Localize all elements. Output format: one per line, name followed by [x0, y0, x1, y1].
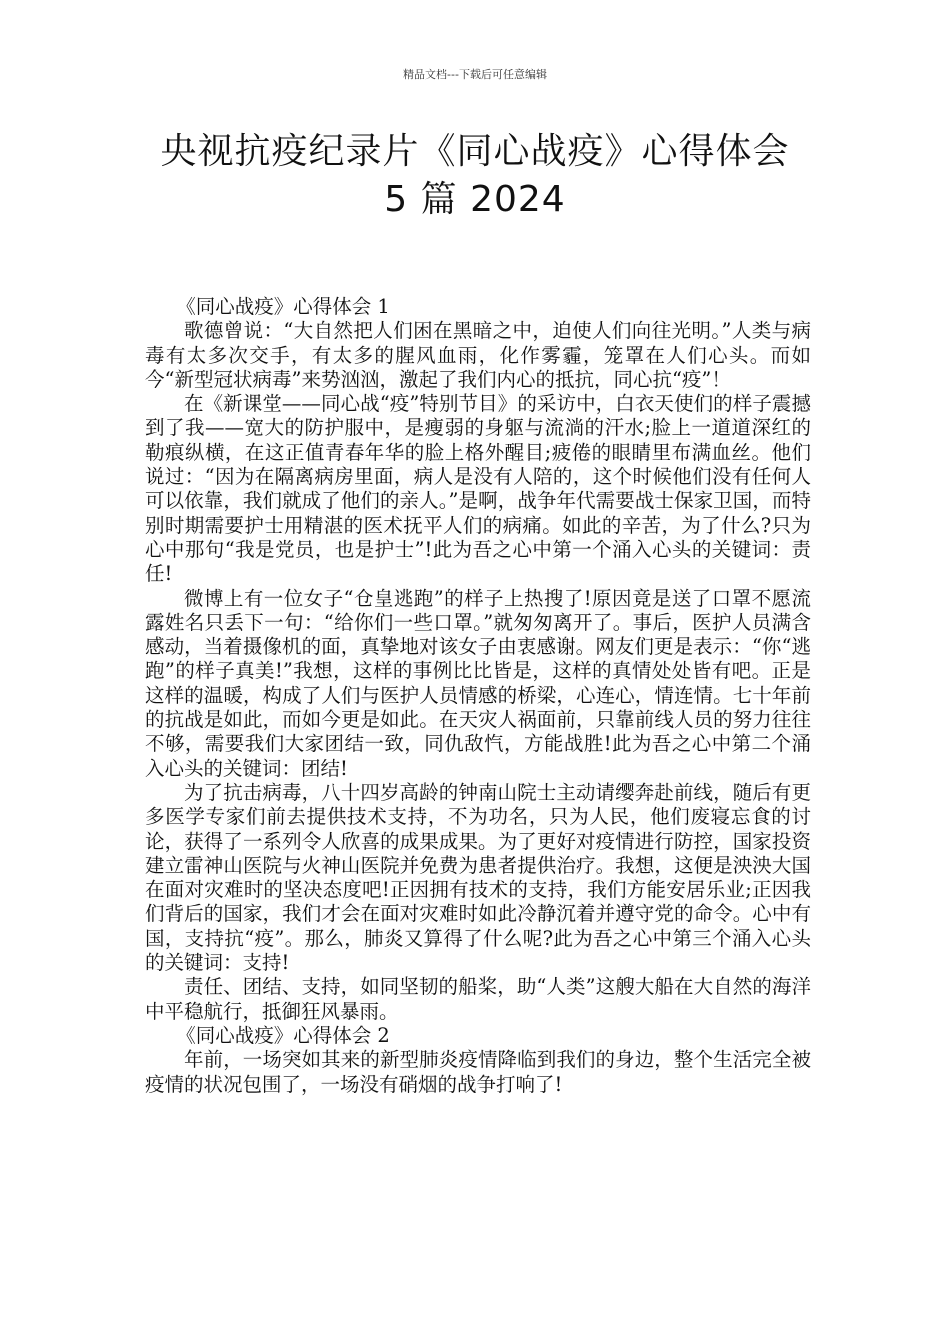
body-paragraph: 年前，一场突如其来的新型肺炎疫情降临到我们的身边，整个生活完全被疫情的状况包围了，一场没有硝烟的战争打响了!	[145, 1048, 811, 1096]
document-title-line-2: 5 篇 2024	[384, 179, 566, 220]
document-title-line-1: 央视抗疫纪录片《同心战疫》心得体会	[160, 131, 790, 172]
section-heading-1: 《同心战疫》心得体会 1	[176, 295, 390, 318]
section-heading-2: 《同心战疫》心得体会 2	[176, 1023, 390, 1047]
document-title	[120, 128, 830, 224]
body-paragraph: 责任、团结、支持，如同坚韧的船桨，助“人类”这艘大船在大自然的海洋中平稳航行，抵御狂风暴雨。	[145, 975, 811, 1023]
body-paragraph: 微博上有一位女子“仓皇逃跑”的样子上热搜了!原因竟是送了口罩不愿流露姓名只丢下一句：“给你们一些口罩。”就匆匆离开了。事后，医护人员满含感动，当着摄像机的面，真挚地对该女子由衷感谢。网友们更是表示：“你“逃跑”的样子真美!”我想，这样的事例比比皆是，这样的真情处处皆有吧。正是这样的温暖，构成了人们与医护人员情感的桥梁，心连心，情连情。七十年前的抗战是如此，而如今更是如此。在天灾人祸面前，只靠前线人员的努力往往不够，需要我们大家团结一致，同仇敌忾，方能战胜!此为吾之心中第二个涌入心头的关键词：团结!	[145, 586, 811, 780]
body-paragraph: 在《新课堂——同心战“疫”特别节目》的采访中，白衣天使们的样子震撼到了我——宽大的防护服中，是瘦弱的身躯与流淌的汗水;脸上一道道深红的勒痕纵横，在这正值青春年华的脸上格外醒目;疲倦的眼睛里布满血丝。他们说过：“因为在隔离病房里面，病人是没有人陪的，这个时候他们没有任何人可以依靠，我们就成了他们的亲人。”是啊，战争年代需要战士保家卫国，而特别时期需要护士用精湛的医术抚平人们的病痛。如此的辛苦，为了什么?只为心中那句“我是党员，也是护士”!此为吾之心中第一个涌入心头的关键词：责任!	[145, 392, 811, 586]
body-paragraph: 歌德曾说：“大自然把人们困在黑暗之中，迫使人们向往光明。”人类与病毒有太多次交手，有太多的腥风血雨，化作雾霾，笼罩在人们心头。而如今“新型冠状病毒”来势汹汹，激起了我们内心的抵抗，同心抗“疫”！	[145, 319, 811, 391]
document-body	[145, 295, 811, 1097]
header-note: 精品文档---下载后可任意编辑	[403, 68, 547, 81]
body-paragraph: 为了抗击病毒，八十四岁高龄的钟南山院士主动请缨奔赴前线，随后有更多医学专家们前去提供技术支持，不为功名，只为人民，他们废寝忘食的讨论，获得了一系列令人欣喜的成果成果。为了更好对疫情进行防控，国家投资建立雷神山医院与火神山医院并免费为患者提供治疗。我想，这便是泱泱大国在面对灾难时的坚决态度吧!正因拥有技术的支持，我们方能安居乐业;正因我们背后的国家，我们才会在面对灾难时如此冷静沉着并遵守党的命令。心中有国，支持抗“疫”。那么，肺炎又算得了什么呢?此为吾之心中第三个涌入心头的关键词：支持!	[145, 780, 811, 975]
